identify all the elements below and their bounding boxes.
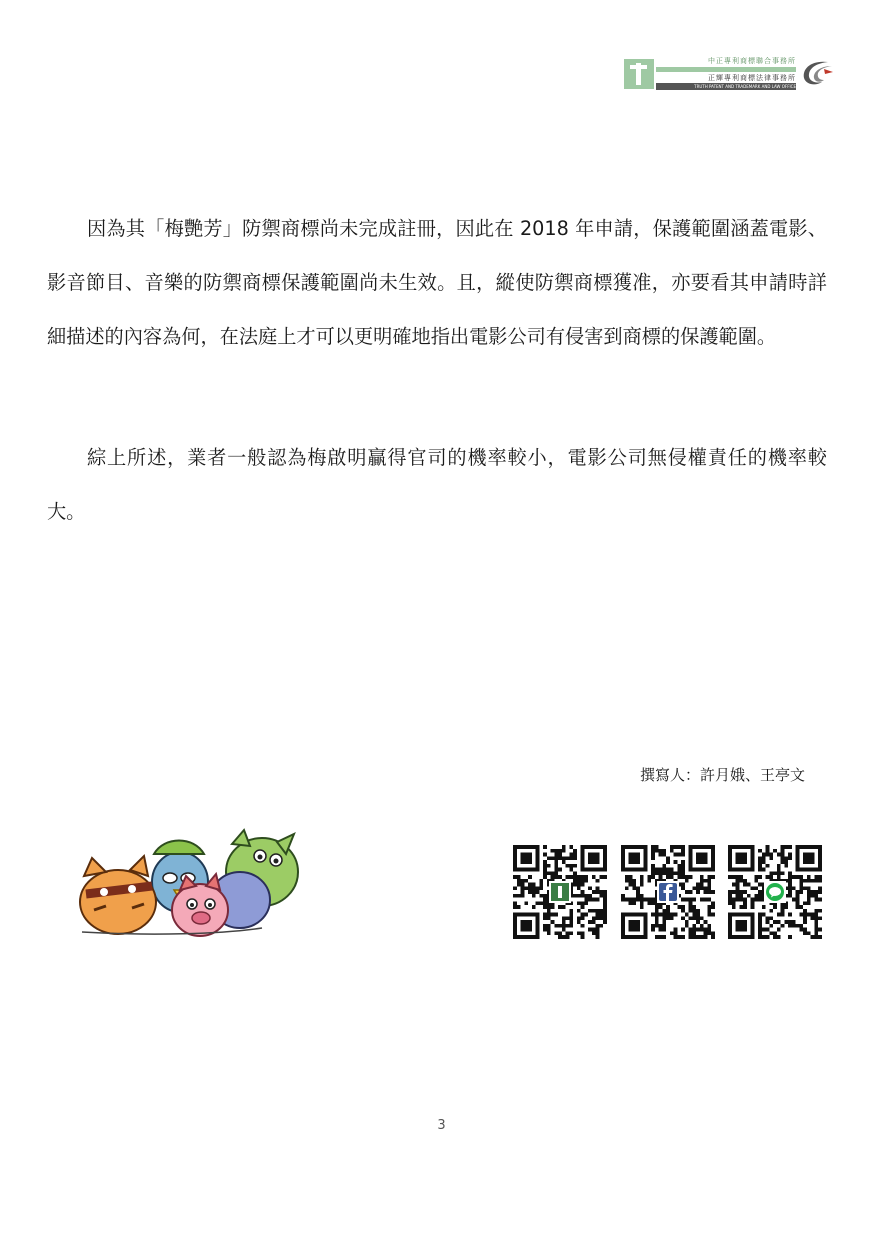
author-credit: 撰寫人：許月娥、王亭文 — [639, 766, 805, 784]
swoosh-icon — [798, 58, 834, 88]
firm-logo-mark-icon — [624, 59, 654, 89]
facebook-qr-code[interactable] — [621, 845, 715, 939]
website-logo-icon — [549, 881, 571, 903]
firm-logo — [624, 56, 834, 90]
line-qr-code[interactable] — [728, 845, 822, 939]
website-qr-code[interactable] — [513, 845, 607, 939]
firm-name-english: TRUTH PATENT AND TRADEMARK AND LAW OFFICE — [656, 83, 796, 90]
page-number: 3 — [437, 1118, 446, 1133]
facebook-icon — [657, 881, 679, 903]
body-paragraph: 因為其「梅艷芳」防禦商標尚未完成註冊，因此在 2018 年申請，保護範圍涵蓋電影、影音節目、音樂的防禦商標保護範圍尚未生效。且，縱使防禦商標獲准，亦要看其申請時詳細描述的內容為何，在法庭上才可以更明確地指出電影公司有侵害到商標的保護範圍。 — [47, 217, 827, 348]
firm-logo-text — [656, 56, 796, 90]
firm-name-bottom: 正輝專利商標法律事務所 — [708, 74, 796, 82]
mascot-group-icon — [72, 824, 304, 940]
conclusion-paragraph: 綜上所述，業者一般認為梅啟明贏得官司的機率較小，電影公司無侵權責任的機率較大。 — [47, 446, 827, 523]
firm-name-top: 中正專利商標聯合事務所 — [708, 57, 796, 65]
line-icon — [764, 881, 786, 903]
logo-divider — [656, 67, 796, 72]
